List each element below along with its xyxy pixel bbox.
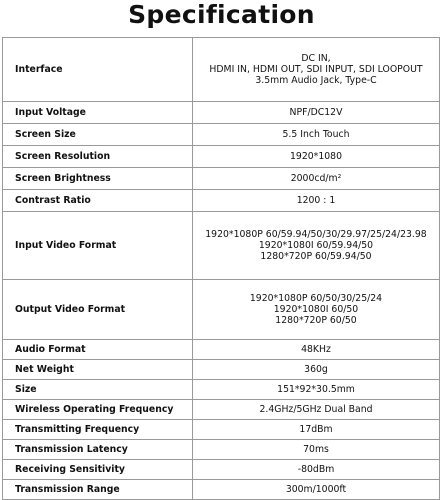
spec-value-line: 151*92*30.5mm [277, 384, 355, 395]
spec-value-line: 1280*720P 60/50 [275, 315, 357, 326]
spec-row [3, 340, 440, 360]
spec-value [193, 400, 440, 420]
spec-table-body [3, 38, 440, 500]
spec-label: Audio Format [3, 340, 193, 360]
spec-value-line: 1920*1080I 60/59.94/50 [258, 240, 374, 251]
spec-value-line: DC IN, [301, 53, 331, 64]
spec-value [193, 38, 440, 102]
spec-label: Transmitting Frequency [3, 420, 193, 440]
spec-row [3, 400, 440, 420]
spec-value-line: 3.5mm Audio Jack, Type-C [255, 75, 377, 86]
spec-value-line: 1920*1080P 60/59.94/50/30/29.97/25/24/23.98 [205, 229, 427, 240]
spec-label: Net Weight [3, 360, 193, 380]
spec-value-line: -80dBm [297, 464, 335, 475]
spec-value-line: 2.4GHz/5GHz Dual Band [259, 404, 373, 415]
spec-value [193, 190, 440, 212]
spec-label: Input Video Format [3, 212, 193, 280]
spec-row [3, 212, 440, 280]
spec-value [193, 340, 440, 360]
spec-value-line: 1920*1080P 60/50/30/25/24 [249, 293, 383, 304]
spec-label: Contrast Ratio [3, 190, 193, 212]
spec-value-line: 1920*1080 [290, 151, 342, 162]
spec-value-line: NPF/DC12V [289, 107, 343, 118]
spec-label: Receiving Sensitivity [3, 460, 193, 480]
spec-label: Transmission Range [3, 480, 193, 500]
spec-row [3, 280, 440, 340]
spec-row [3, 38, 440, 102]
spec-label: Size [3, 380, 193, 400]
spec-value [193, 480, 440, 500]
page-title: Specification [128, 0, 315, 29]
spec-row [3, 480, 440, 500]
spec-value [193, 168, 440, 190]
spec-value [193, 124, 440, 146]
spec-row [3, 146, 440, 168]
spec-row [3, 360, 440, 380]
spec-label: Wireless Operating Frequency [3, 400, 193, 420]
spec-value [193, 380, 440, 400]
spec-label: Output Video Format [3, 280, 193, 340]
spec-value-line: 1200 : 1 [296, 195, 336, 206]
spec-value [193, 146, 440, 168]
spec-value-line: 48KHz [301, 344, 331, 355]
spec-label: Screen Resolution [3, 146, 193, 168]
spec-row [3, 102, 440, 124]
spec-label: Transmission Latency [3, 440, 193, 460]
spec-value [193, 102, 440, 124]
spec-value [193, 460, 440, 480]
spec-value [193, 212, 440, 280]
spec-table [2, 37, 440, 500]
spec-value-line: 70ms [303, 444, 329, 455]
spec-row [3, 168, 440, 190]
spec-value-line: 2000cd/m² [290, 173, 342, 184]
spec-value-line: 360g [304, 364, 328, 375]
spec-label: Interface [3, 38, 193, 102]
spec-value-line: HDMI IN, HDMI OUT, SDI INPUT, SDI LOOPOUT [209, 64, 423, 75]
spec-label: Input Voltage [3, 102, 193, 124]
spec-value-line: 1920*1080I 60/50 [273, 304, 359, 315]
spec-value-line: 300m/1000ft [285, 484, 347, 495]
spec-row [3, 460, 440, 480]
spec-value [193, 440, 440, 460]
spec-row [3, 190, 440, 212]
spec-value [193, 280, 440, 340]
spec-label: Screen Brightness [3, 168, 193, 190]
spec-value [193, 420, 440, 440]
spec-value-line: 17dBm [299, 424, 333, 435]
spec-value-line: 5.5 Inch Touch [282, 129, 350, 140]
spec-row [3, 440, 440, 460]
spec-value [193, 360, 440, 380]
spec-row [3, 124, 440, 146]
spec-value-line: 1280*720P 60/59.94/50 [260, 251, 372, 262]
spec-label: Screen Size [3, 124, 193, 146]
spec-row [3, 420, 440, 440]
spec-row [3, 380, 440, 400]
